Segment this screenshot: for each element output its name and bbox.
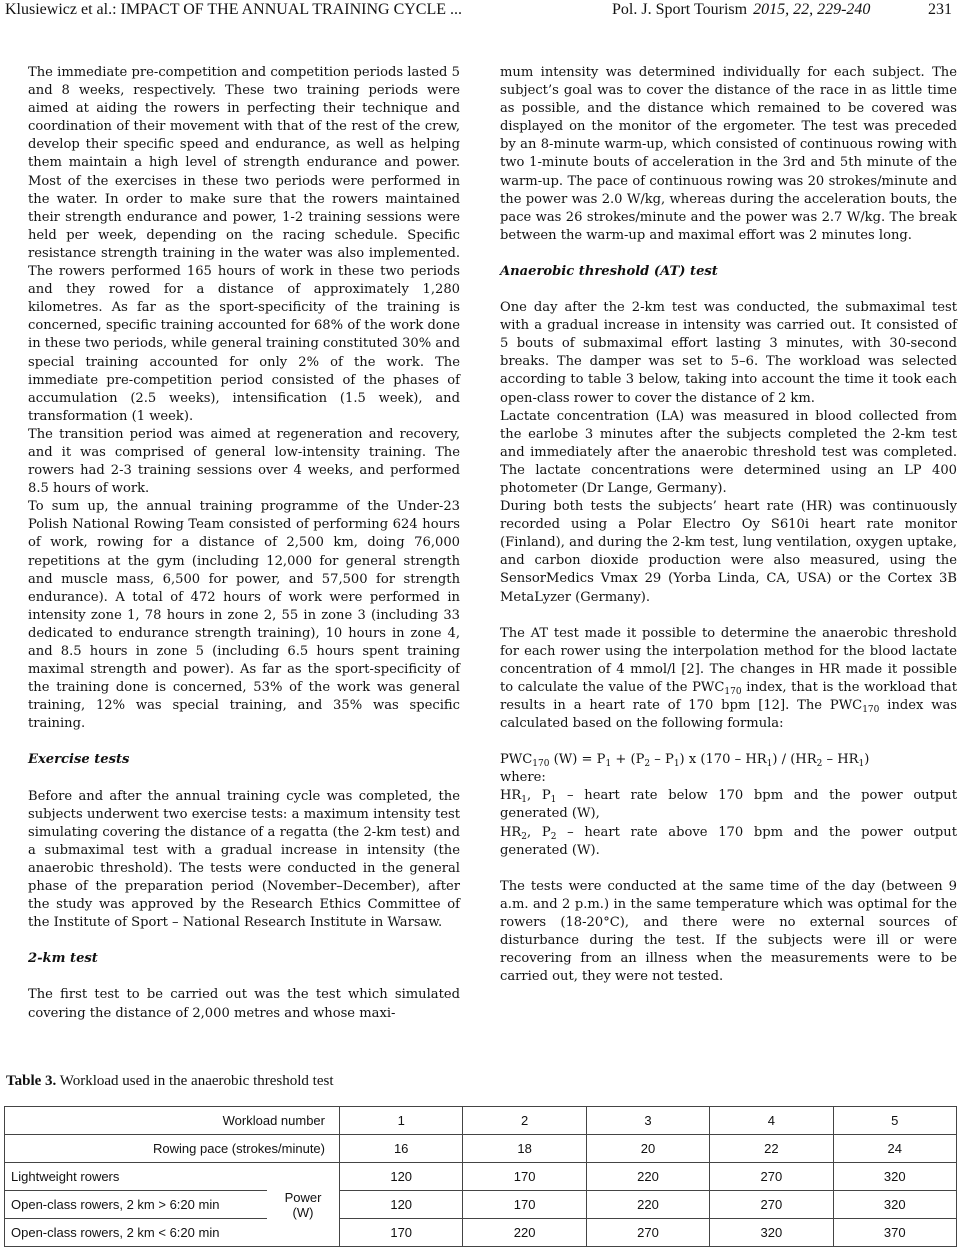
table-cell: 170 (463, 1191, 586, 1219)
table-cell: 20 (586, 1135, 709, 1163)
formula-definition: $HR_1$, $P_1$ – heart rate below 170 bpm and the power output generated (W), (500, 788, 957, 822)
page-header (0, 0, 960, 22)
table-cell: 220 (586, 1163, 709, 1191)
table-cell: 270 (710, 1191, 833, 1219)
table-cell: 170 (463, 1163, 586, 1191)
paragraph: During both tests the subjects’ heart rate (HR) was continuously recorded using a Polar Electro Oy S610i heart rate monitor (Finland), and during the 2-km test, lung ventilation, oxygen uptake, and carbon dioxide production were also measured, using the SensorMedics Vmax 29 (Yorba Linda, CA, USA) or the Cortex 3B MetaLyzer (Germany). (500, 499, 957, 605)
right-column (500, 64, 957, 986)
table-cell: 270 (586, 1219, 709, 1247)
table-cell: Lightweight rowers (5, 1163, 268, 1191)
table-cell: Open-class rowers, 2 km < 6:20 min (5, 1219, 268, 1247)
table-row (5, 1107, 957, 1135)
paragraph: Before and after the annual training cycle was completed, the subjects underwent two exercise tests: a maximum intensity test simulating covering the distance of a regatta (the 2-km test) and a submaximal test with a gradual increase in intensity (the anaerobic threshold). The tests were conducted in the general phase of the preparation period (November–December), after the study was approved by the Research Ethics Committee of the Institute of Sport – National Research Institute in Warsaw. (28, 788, 460, 931)
power-label-cell: Power (W) (267, 1163, 340, 1247)
table-cell: 220 (586, 1191, 709, 1219)
section-heading: Exercise tests (28, 752, 130, 768)
running-title: Klusiewicz et al.: IMPACT OF THE ANNUAL TRAINING CYCLE ... (5, 1, 463, 18)
table-cell: 170 (340, 1219, 463, 1247)
table-header-cell: 4 (710, 1107, 833, 1135)
table-header-cell: 3 (586, 1107, 709, 1135)
formula-where: where: (500, 770, 546, 786)
page-number: 231 (928, 1, 952, 18)
table-header-cell: Workload number (5, 1107, 340, 1135)
table-cell: 24 (833, 1135, 956, 1163)
table-cell: 16 (340, 1135, 463, 1163)
table-header-cell: 5 (833, 1107, 956, 1135)
table-cell: 370 (833, 1219, 956, 1247)
paragraph: mum intensity was determined individually for each subject. The subject’s goal was to cover the distance of the race in as little time as possible, and the distance which remained to be covered was displayed on the monitor of the ergometer. The test was preceded by an 8-minute warm-up, which consisted of continuous rowing with two 1-minute bouts of acceleration in the 3rd and 5th minute of the warm-up. The pace of continuous rowing was 20 strokes/minute and the power was 2.0 W/kg, whereas during the acceleration bouts, the pace was 26 strokes/minute and the power was 2.7 W/kg. The break between the warm-up and maximal effort was 2 minutes long. (500, 65, 957, 243)
table-cell: 320 (710, 1219, 833, 1247)
table-cell: Open-class rowers, 2 km > 6:20 min (5, 1191, 268, 1219)
table-row (5, 1191, 957, 1219)
table-cell: 120 (340, 1163, 463, 1191)
table-header-cell: 1 (340, 1107, 463, 1135)
table-cell: 320 (833, 1191, 956, 1219)
paragraph: Lactate concentration (LA) was measured in blood collected from the earlobe 3 minutes after the subjects completed the 2-km test and immediately after the anaerobic threshold test was completed. The lactate concentrations were determined using an LP 400 photometer (Dr Lange, Germany). (500, 408, 957, 496)
table-row (5, 1219, 957, 1247)
paragraph: The tests were conducted at the same time of the day (between 9 a.m. and 2 p.m.) in the same temperature which was optimal for the rowers (18-20°C), and there were no external sources of disturbance during the test. If the subjects were ill or were recovering from an illness when the measurements were to be carried out, they were not tested. (500, 878, 957, 985)
table-row (5, 1163, 957, 1191)
paragraph: One day after the 2-km test was conducted, the submaximal test with a gradual increase in intensity was carried out. It consisted of 5 bouts of submaximal effort lasting 3 minutes, with 30-second breaks. The damper was set to 5–6. The workload was selected according to table 3 below, taking into account the time it took each open-class rower to cover the distance of 2 km. (500, 300, 957, 406)
journal-citation (612, 0, 870, 20)
workload-table (4, 1106, 957, 1247)
table-cell: 220 (463, 1219, 586, 1247)
table-header-cell: 2 (463, 1107, 586, 1135)
table-cell: 320 (833, 1163, 956, 1191)
paragraph: The immediate pre-competition and competition periods lasted 5 and 8 weeks, respectively. These two training periods were aimed at aiding the rowers in perfecting their technique and coordination of their movement with that of the rest of the crew, develop their specific speed and endurance, as well as helping them maintain a high level of strength endurance and power. Most of the exercises in these two periods were performed in the water. In order to make sure that the rowers maintained their strength endurance and power, 1-2 training sessions were held per week, depending on the racing schedule. Specific resistance strength training in the water was also implemented. The rowers performed 165 hours of work in these two periods and they rowed for a distance of approximately 1,280 kilometres. As far as the sport-specificity of the training is concerned, specific training accounted for 68% of the work done in these two periods, while general training constituted 30% and special training accounted for only 2% of the work. The immediate pre-competition period consisted of the phases of accumulation (2.5 weeks), intensification (1.5 week), and transformation (1 week). (28, 65, 460, 424)
formula: $PWC_{170}$ $(W) = P_1 + (P_2 - P_1)$ x $(170 - HR_1) / (HR_2 - HR_1)$ (500, 752, 870, 770)
formula-definition: $HR_2$, $P_2$ – heart rate above 170 bpm and the power output generated (W). (500, 824, 958, 858)
paragraph: To sum up, the annual training programme of the Under-23 Polish National Rowing Team consisted of performing 624 hours of work, rowing for a distance of 2,500 km, doing 76,000 repetitions at the gym (including 12,000 for general strength and muscle mass, 6,500 for power, and 57,500 for strength endurance). A total of 472 hours of work were performed in intensity zone 1, 78 hours in zone 2, 55 in zone 3 (including 33 dedicated to endurance strength training), 10 hours in zone 4, and 8.5 hours in zone 5 (including 6.5 hours spent training maximal strength and power). As far as the sport-specificity of the training done is concerned, 53% of the work was general training, 12% was special training, and 35% was specific training. (28, 499, 460, 732)
journal-name: Pol. J. Sport Tourism (612, 1, 748, 18)
table-cell: 22 (710, 1135, 833, 1163)
table-cell: 18 (463, 1135, 586, 1163)
section-heading: 2-km test (28, 951, 98, 967)
paragraph: The transition period was aimed at regeneration and recovery, and it was comprised of general low-intensity training. The rowers had 2-3 training sessions over 4 weeks, and performed 8.5 hours of work. (28, 426, 460, 497)
paragraph: The first test to be carried out was the test which simulated covering the distance of 2,000 metres and whose maxi- (28, 987, 460, 1021)
table-cell: 270 (710, 1163, 833, 1191)
table-row (5, 1135, 957, 1163)
section-heading: Anaerobic threshold (AT) test (500, 263, 718, 279)
paragraph: The AT test made it possible to determine the anaerobic threshold for each rower using the interpolation method for the blood lactate concentration of 4 mmol/l [2]. The changes in HR made it possible to calculate the value of the $PWC_{170}$ index, that is the workload that results in a heart rate of 170 bpm [12]. The $PWC_{170}$ index was calculated based on the following formula: (500, 625, 958, 732)
left-column (28, 64, 460, 1023)
table-caption: Table 3. Workload used in the anaerobic threshold test (6, 1073, 334, 1089)
table-cell: 120 (340, 1191, 463, 1219)
table-cell: Rowing pace (strokes/minute) (5, 1135, 340, 1163)
journal-issue: 2015, 22, 229-240 (753, 1, 871, 18)
